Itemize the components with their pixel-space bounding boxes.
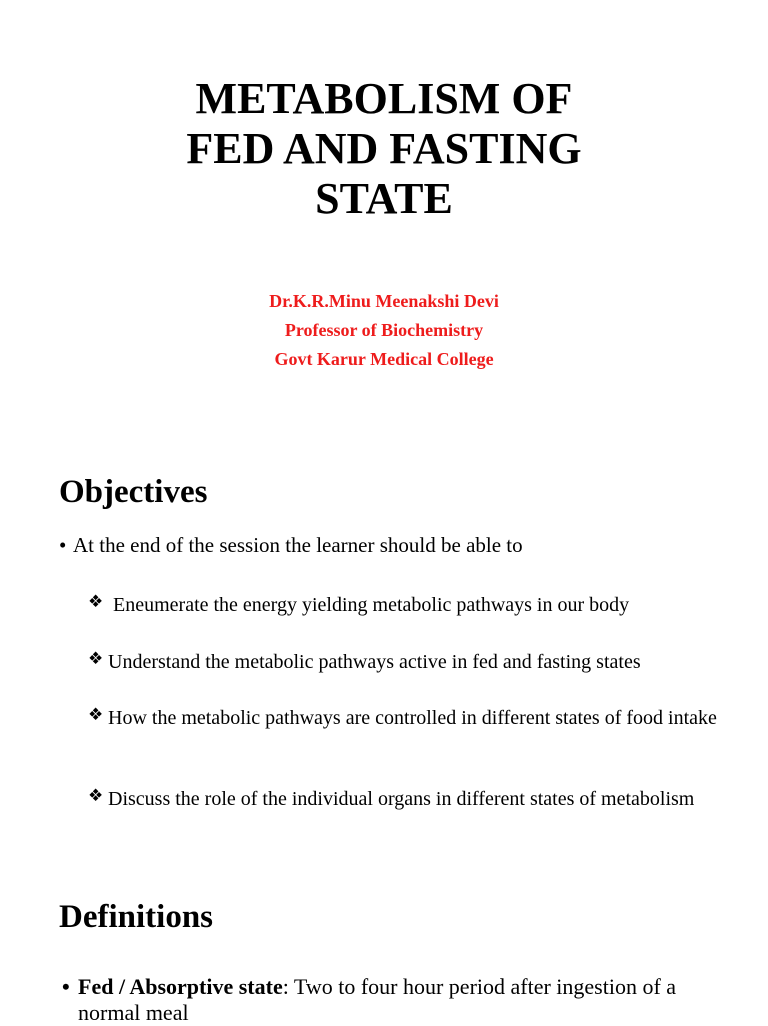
author-position: Professor of Biochemistry <box>284 320 484 340</box>
diamond-bullet-icon: ❖ <box>88 705 104 724</box>
title-line-3: STATE <box>315 174 453 223</box>
objective-item <box>88 787 728 811</box>
objective-item-text: How the metabolic pathways are controlled in different states of food intake <box>108 707 717 729</box>
slide-title <box>0 74 768 224</box>
diamond-bullet-icon: ❖ <box>88 649 104 668</box>
objective-item-text: Understand the metabolic pathways active in fed and fasting states <box>108 651 641 673</box>
definitions-heading: Definitions <box>59 899 214 935</box>
objective-item <box>88 650 728 674</box>
title-line-1: METABOLISM OF <box>195 74 573 123</box>
objectives-intro-text: At the end of the session the learner should be able to <box>73 533 523 557</box>
objective-item <box>88 593 728 617</box>
definition-item <box>62 974 702 1026</box>
definition-separator: : <box>282 974 289 999</box>
objective-item <box>88 706 728 730</box>
objectives-heading: Objectives <box>59 474 208 510</box>
definition-description: Two to four hour period after ingestion of a normal meal <box>78 974 682 1025</box>
definition-term: Fed / Absorptive state <box>78 974 283 999</box>
objective-item-text: Eneumerate the energy yielding metabolic pathways in our body <box>108 594 630 616</box>
bullet-dot-icon: • <box>62 974 70 999</box>
title-line-2: FED AND FASTING <box>186 124 582 173</box>
bullet-dot-icon: • <box>59 533 67 557</box>
diamond-bullet-icon: ❖ <box>88 592 104 611</box>
author-block <box>0 287 768 374</box>
objective-item-text: Discuss the role of the individual organs in different states of metabolism <box>108 788 695 810</box>
definition-text <box>78 974 702 1026</box>
objectives-intro <box>59 533 719 558</box>
author-name: Dr.K.R.Minu Meenakshi Devi <box>269 291 499 311</box>
diamond-bullet-icon: ❖ <box>88 786 104 805</box>
author-institution: Govt Karur Medical College <box>274 349 494 369</box>
